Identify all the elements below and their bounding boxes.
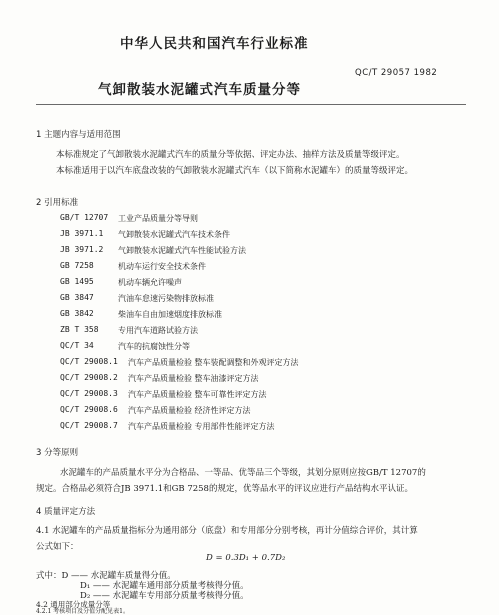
score-formula: D = 0.3D₁ + 0.7D₂	[206, 553, 286, 563]
ref-id: QC/T 34	[60, 341, 94, 350]
section-4-1-line-2: 公式如下：	[36, 542, 79, 552]
section-4-2: 4.2 通用部分成量分等	[36, 600, 111, 609]
section-4-2-1: 4.2.1 考核项目及分值分配见表1。	[36, 608, 129, 615]
section-3-line-2: 规定。合格品必须符合JB 3971.1和GB 7258的规定，优等品水平的评议应进行产品结构水平认证。	[36, 484, 413, 494]
ref-id: JB 3971.2	[60, 245, 104, 254]
ref-id: ZB T 358	[60, 325, 99, 334]
ref-title: 气卸散装水泥罐式汽车技术条件	[118, 230, 230, 239]
ref-title: 汽车产品质量检验 整车装配调整和外观评定方法	[128, 358, 299, 367]
ref-title: 气卸散装水泥罐式汽车性能试验方法	[118, 246, 246, 255]
formula-where-2: D₁ —— 水泥罐车通用部分质量考核得分值。	[80, 581, 249, 591]
section-4-heading: 4 质量评定方法	[36, 507, 96, 517]
ref-title: 机动车辆允许噪声	[118, 278, 182, 287]
ref-title: 汽车的抗腐蚀性分等	[118, 342, 190, 351]
section-1-line-2: 本标准适用于以汽车底盘改装的气卸散装水泥罐式汽车（以下简称水泥罐车）的质量等级评定。	[56, 166, 414, 176]
standard-code: QC/T 29057 1982	[355, 68, 438, 78]
ref-title: 汽车产品质量检验 整车油漆评定方法	[128, 374, 259, 383]
ref-title: 汽车产品质量检验 专用部件性能评定方法	[128, 422, 275, 431]
section-4-1-line-1: 4.1 水泥罐车的产品质量指标分为通用部分（底盘）和专用部分分别考核，再计分值综合评价，其计算	[36, 526, 418, 536]
section-3-line-1: 水泥罐车的产品质量水平分为合格品、一等品、优等品三个等级，其划分原则应按GB/T 12707的	[60, 468, 426, 478]
ref-id: QC/T 29008.6	[60, 405, 118, 414]
ref-id: GB 1495	[60, 277, 94, 286]
ref-title: 柴油车自由加速烟度排放标准	[118, 310, 222, 319]
formula-where-1: 式中：D —— 水泥罐车质量得分值。	[36, 571, 176, 581]
ref-id: GB 3842	[60, 309, 94, 318]
ref-title: 汽车产品质量检验 经济性评定方法	[128, 406, 251, 415]
formula-where-3: D₂ —— 水泥罐车专用部分质量考核得分值。	[80, 591, 249, 601]
ref-id: QC/T 29008.1	[60, 357, 118, 366]
header-rule	[36, 104, 466, 105]
section-1-heading: 1 主题内容与适用范围	[36, 130, 121, 140]
ref-id: QC/T 29008.7	[60, 421, 118, 430]
ref-title: 专用汽车道路试验方法	[118, 326, 198, 335]
ref-title: 汽油车怠速污染物排放标准	[118, 294, 214, 303]
ref-id: JB 3971.1	[60, 229, 104, 238]
ref-id: GB 7258	[60, 261, 94, 270]
standard-organization: 中华人民共和国汽车行业标准	[120, 36, 309, 52]
ref-id: QC/T 29008.3	[60, 389, 118, 398]
section-3-heading: 3 分等原则	[36, 448, 79, 458]
section-2-heading: 2 引用标准	[36, 198, 79, 208]
ref-id: GB/T 12707	[60, 213, 109, 222]
ref-id: GB 3847	[60, 293, 94, 302]
ref-title: 工业产品质量分等导则	[118, 214, 198, 223]
ref-id: QC/T 29008.2	[60, 373, 118, 382]
ref-title: 汽车产品质量检验 整车可靠性评定方法	[128, 390, 267, 399]
section-1-line-1: 本标准规定了气卸散装水泥罐式汽车的质量分等依据、评定办法、抽样方法及质量等级评定。	[56, 150, 405, 160]
ref-title: 机动车运行安全技术条件	[118, 262, 206, 271]
document-title: 气卸散装水泥罐式汽车质量分等	[98, 82, 301, 98]
